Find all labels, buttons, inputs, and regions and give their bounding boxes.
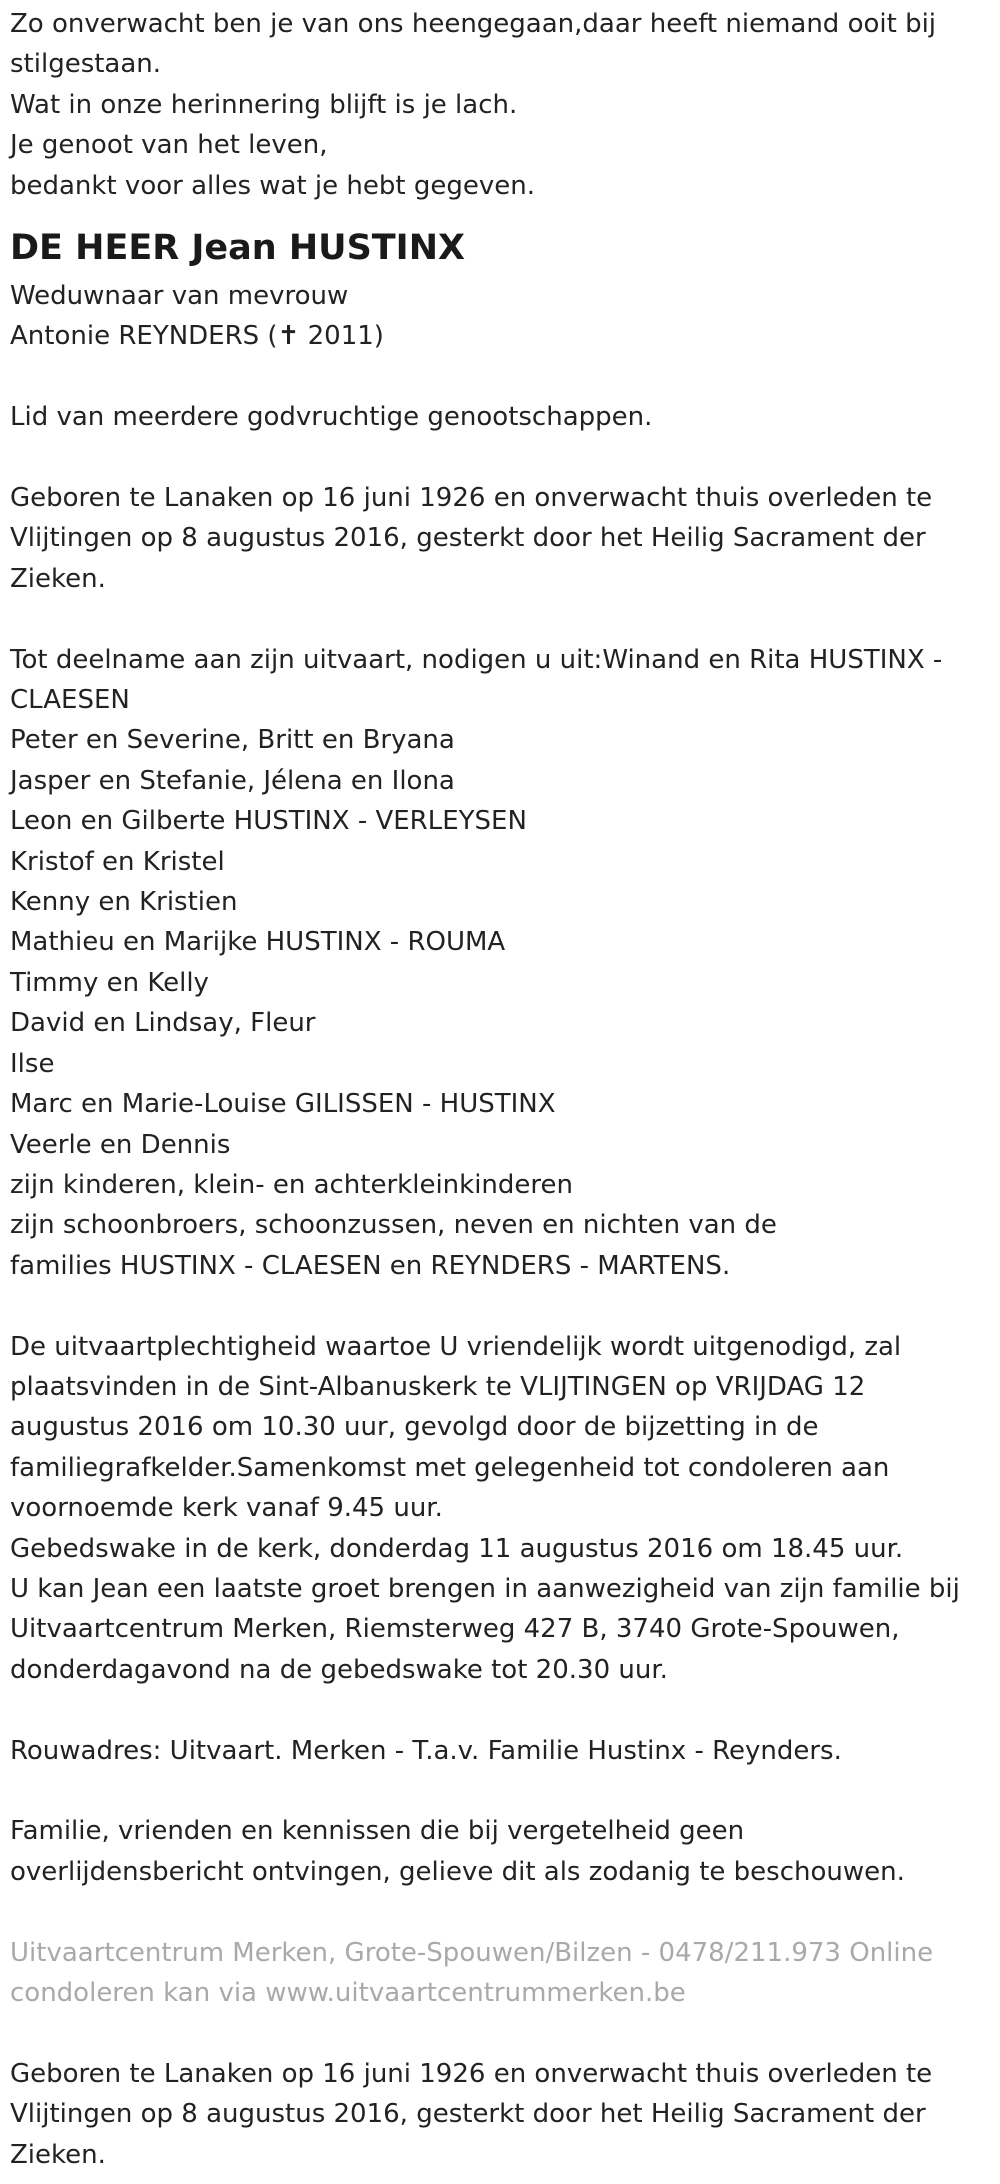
poem-line: bedankt voor alles wat je hebt gegeven. xyxy=(10,170,535,201)
family-line: Timmy en Kelly xyxy=(10,967,209,998)
widower-line: Antonie REYNDERS (✝ 2011) xyxy=(10,321,384,352)
family-line: Kenny en Kristien xyxy=(10,887,238,918)
spacer xyxy=(10,599,990,639)
ceremony-line: plaatsvinden in de Sint-Albanuskerk te VLIJTINGEN op VRIJDAG 12 xyxy=(10,1371,866,1402)
family-line: Kristof en Kristel xyxy=(10,846,225,877)
ceremony-line: augustus 2016 om 10.30 uur, gevolgd door de bijzetting in de xyxy=(10,1412,819,1443)
ceremony-paragraph xyxy=(10,1327,990,1691)
spacer xyxy=(10,1771,990,1811)
notice-paragraph xyxy=(10,1811,990,1892)
spacer xyxy=(10,438,990,478)
family-line: Peter en Severine, Britt en Bryana xyxy=(10,725,455,756)
spacer xyxy=(10,1286,990,1326)
birth-line: Geboren te Lanaken op 16 juni 1926 en onverwacht thuis overleden te xyxy=(10,483,933,514)
family-line: zijn kinderen, klein- en achterkleinkinderen xyxy=(10,1169,573,1200)
birth-line: Zieken. xyxy=(10,2139,106,2170)
family-line: zijn schoonbroers, schoonzussen, neven en nichten van de xyxy=(10,1210,777,1241)
family-line: CLAESEN xyxy=(10,685,130,716)
deceased-name-title: DE HEER Jean HUSTINX xyxy=(10,228,465,269)
birth-death-paragraph-repeat xyxy=(10,2054,990,2175)
ceremony-line: donderdagavond na de gebedswake tot 20.30 uur. xyxy=(10,1654,668,1685)
family-line: Marc en Marie-Louise GILISSEN - HUSTINX xyxy=(10,1089,556,1120)
notice-line: Familie, vrienden en kennissen die bij vergetelheid geen xyxy=(10,1816,745,1847)
family-line: families HUSTINX - CLAESEN en REYNDERS - MARTENS. xyxy=(10,1250,731,1281)
poem-line: stilgestaan. xyxy=(10,49,162,80)
birth-death-paragraph xyxy=(10,478,990,599)
membership-text: Lid van meerdere godvruchtige genootschappen. xyxy=(10,402,653,433)
birth-line: Zieken. xyxy=(10,563,106,594)
family-line: Ilse xyxy=(10,1048,55,1079)
widower-line: Weduwnaar van mevrouw xyxy=(10,281,349,312)
spacer xyxy=(10,1690,990,1730)
poem-line: Je genoot van het leven, xyxy=(10,130,328,161)
family-line: David en Lindsay, Fleur xyxy=(10,1008,316,1039)
ceremony-line: U kan Jean een laatste groet brengen in aanwezigheid van zijn familie bij xyxy=(10,1573,960,1604)
spacer xyxy=(10,1892,990,1932)
poem xyxy=(10,4,990,206)
funeral-home-line: Uitvaartcentrum Merken, Grote-Spouwen/Bilzen - 0478/211.973 Online xyxy=(10,1937,934,1968)
ceremony-line: voornoemde kerk vanaf 9.45 uur. xyxy=(10,1493,443,1524)
spacer xyxy=(10,357,990,397)
poem-line: Zo onverwacht ben je van ons heengegaan,daar heeft niemand ooit bij xyxy=(10,9,937,39)
ceremony-line: Gebedswake in de kerk, donderdag 11 augustus 2016 om 18.45 uur. xyxy=(10,1533,904,1564)
widower-info xyxy=(10,276,990,357)
notice-line: overlijdensbericht ontvingen, gelieve dit als zodanig te beschouwen. xyxy=(10,1856,905,1887)
mourning-address: Rouwadres: Uitvaart. Merken - T.a.v. Familie Hustinx - Reynders. xyxy=(10,1735,842,1766)
family-list xyxy=(10,640,990,1287)
funeral-home-line: condoleren kan via www.uitvaartcentrummerken.be xyxy=(10,1977,686,2008)
funeral-home-info xyxy=(10,1933,990,2014)
family-line: Jasper en Stefanie, Jélena en Ilona xyxy=(10,765,455,796)
birth-line: Vlijtingen op 8 augustus 2016, gesterkt door het Heilig Sacrament der xyxy=(10,2099,926,2130)
ceremony-line: De uitvaartplechtigheid waartoe U vriendelijk wordt uitgenodigd, zal xyxy=(10,1331,902,1362)
family-line: Veerle en Dennis xyxy=(10,1129,231,1160)
birth-line: Geboren te Lanaken op 16 juni 1926 en onverwacht thuis overleden te xyxy=(10,2058,933,2089)
ceremony-line: Uitvaartcentrum Merken, Riemsterweg 427 B, 3740 Grote-Spouwen, xyxy=(10,1614,900,1645)
ceremony-line: familiegrafkelder.Samenkomst met gelegenheid tot condoleren aan xyxy=(10,1452,890,1483)
family-line: Leon en Gilberte HUSTINX - VERLEYSEN xyxy=(10,806,527,837)
poem-line: Wat in onze herinnering blijft is je lach. xyxy=(10,89,518,120)
family-line: Mathieu en Marijke HUSTINX - ROUMA xyxy=(10,927,506,958)
spacer xyxy=(10,2013,990,2053)
family-line: Tot deelname aan zijn uitvaart, nodigen u uit:Winand en Rita HUSTINX - xyxy=(10,644,943,675)
birth-line: Vlijtingen op 8 augustus 2016, gesterkt door het Heilig Sacrament der xyxy=(10,523,926,554)
